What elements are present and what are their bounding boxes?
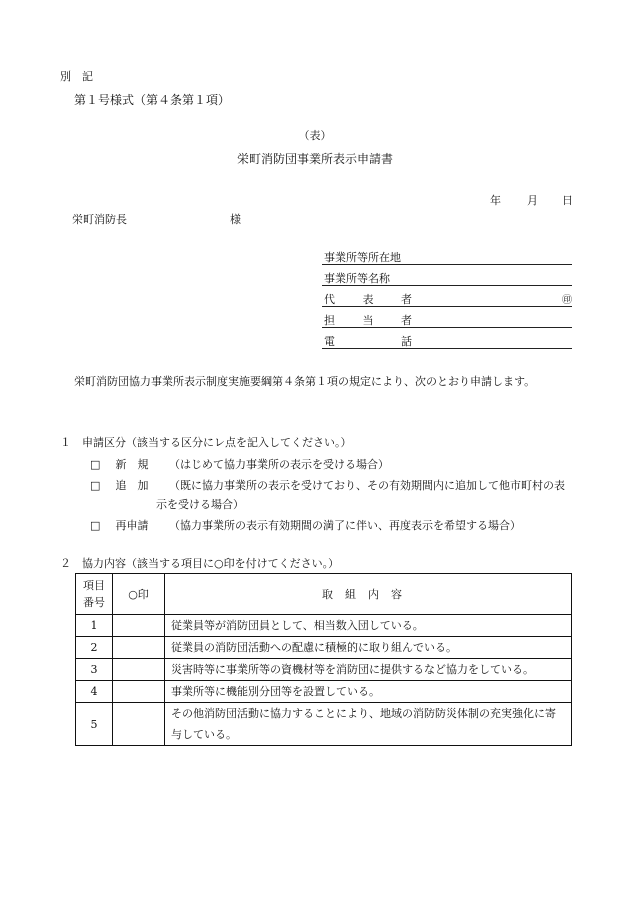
intro-text: 栄町消防団協力事業所表示制度実施要綱第４条第１項の規定により、次のとおり申請します。 (74, 375, 536, 388)
table-row (76, 681, 572, 703)
field-label: 代表者 (324, 293, 412, 306)
option-label: 再申請 (115, 519, 149, 532)
checkbox-new[interactable]: □ (90, 458, 101, 471)
row-content: 従業員の消防団活動への配慮に積極的に取り組んでいる。 (165, 637, 572, 659)
addressee-name: 栄町消防長 (72, 213, 127, 226)
date-year-label: 年 (490, 194, 501, 207)
option-description: （協力事業所の表示有効期間の満了に伴い、再度表示を希望する場合） (169, 519, 521, 532)
row-number: 4 (76, 681, 113, 703)
row-mark-cell[interactable] (113, 659, 165, 681)
header-item-number (76, 574, 113, 615)
field-phone[interactable] (322, 332, 572, 349)
field-person-in-charge[interactable] (322, 311, 572, 328)
row-mark-cell[interactable] (113, 615, 165, 637)
field-representative[interactable] (322, 290, 572, 307)
header-mark: ○印 (113, 574, 165, 615)
option-description: （既に協力事業所の表示を受けており、その有効期間内に追加して他市町村の表 (169, 479, 565, 492)
form-number: 第１号様式（第４条第１項） (74, 93, 231, 107)
option-label: 新 規 (115, 458, 149, 471)
document-title: 栄町消防団事業所表示申請書 (236, 152, 393, 166)
row-mark-cell[interactable] (113, 681, 165, 703)
table-header-row (76, 574, 572, 615)
row-number: 5 (76, 703, 113, 746)
cooperation-table (75, 573, 572, 746)
table-row (76, 637, 572, 659)
option-description: （はじめて協力事業所の表示を受ける場合） (169, 458, 389, 471)
row-number: 3 (76, 659, 113, 681)
row-content: 災害時等に事業所等の資機材等を消防団に提供するなど協力をしている。 (165, 659, 572, 681)
section2-heading: ２ 協力内容（該当する項目に○印を付けてください。） (60, 557, 340, 570)
option-reapply (90, 517, 521, 533)
row-number: 2 (76, 637, 113, 659)
seal-mark: ㊞ (562, 295, 572, 306)
header-item-number-line1: 項目 (83, 579, 105, 592)
date-day-label: 日 (562, 194, 573, 207)
section1-heading: １ 申請区分（該当する区分にレ点を記入してください。） (60, 436, 352, 449)
table-row (76, 703, 572, 746)
field-label: 事業所等名称 (324, 272, 390, 285)
checkbox-additional[interactable]: □ (90, 479, 101, 492)
row-mark-cell[interactable] (113, 703, 165, 746)
side-label: （表） (298, 129, 332, 142)
field-business-address[interactable] (322, 248, 572, 265)
row-content: 従業員等が消防団員として、相当数入団している。 (165, 615, 572, 637)
table-row (76, 615, 572, 637)
header-item-number-line2: 番号 (83, 596, 105, 609)
checkbox-reapply[interactable]: □ (90, 519, 101, 532)
addressee-honorific: 様 (230, 213, 241, 226)
date-month-label: 月 (527, 194, 538, 207)
option-additional (90, 477, 565, 493)
field-label: 担当者 (324, 314, 412, 327)
row-content: その他消防団活動に協力することにより、地域の消防防災体制の充実強化に寄与している。 (165, 703, 572, 746)
row-content: 事業所等に機能別分団等を設置している。 (165, 681, 572, 703)
field-business-name[interactable] (322, 269, 572, 286)
row-mark-cell[interactable] (113, 637, 165, 659)
option-description-continued: 示を受ける場合） (156, 498, 244, 511)
row-number: 1 (76, 615, 113, 637)
field-label: 事業所等所在地 (324, 251, 401, 264)
option-new (90, 456, 389, 472)
option-label: 追 加 (115, 479, 149, 492)
header-content: 取組内容 (165, 574, 572, 615)
attachment-label: 別 記 (60, 70, 93, 83)
field-label: 電話 (324, 335, 412, 348)
table-row (76, 659, 572, 681)
